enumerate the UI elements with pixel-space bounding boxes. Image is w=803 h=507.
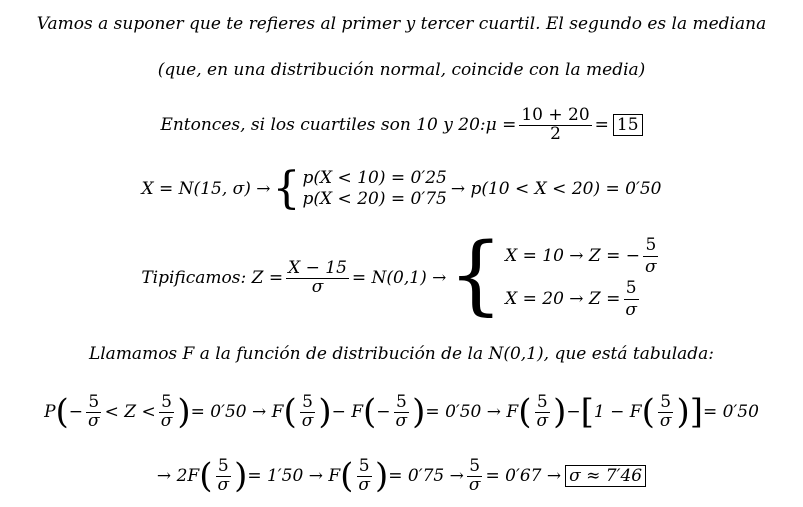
z-cases [505, 235, 662, 322]
z-case-2-fraction [623, 278, 639, 322]
five-over-sigma-4 [394, 391, 410, 431]
fraction-numerator: 5 [660, 391, 672, 412]
five-over-sigma-3 [300, 391, 316, 431]
open-paren: ( [641, 392, 655, 432]
open-paren: ( [55, 392, 69, 432]
fraction-denominator: σ [659, 410, 672, 431]
left-brace-large: { [448, 225, 504, 325]
close-paren: ) [676, 392, 690, 432]
sigma-result-box: σ ≈ 7′46 [565, 465, 646, 487]
tipificamos-label: Tipificamos: Z = [141, 268, 284, 288]
minus-sign: − [566, 402, 581, 422]
cdf-definition-text: Llamamos F a la función de distribución de la N(0,1), que está tabulada: [88, 344, 715, 364]
mean-fraction [519, 104, 591, 144]
z-fraction-denominator: σ [311, 276, 324, 297]
mean-fraction-denominator: 2 [550, 123, 561, 144]
minus-sign: − [68, 402, 84, 422]
probability-cases [303, 168, 447, 211]
fraction-denominator: σ [358, 474, 371, 495]
normal-distribution-def: X = N(15, σ) → [141, 179, 271, 199]
fraction-numerator: 5 [217, 455, 229, 476]
close-paren: ) [553, 392, 567, 432]
z-fraction [286, 257, 349, 297]
cdf-equation-line [0, 384, 803, 440]
z-between: < Z < [104, 402, 156, 422]
fraction-denominator: σ [217, 474, 230, 495]
fraction-denominator: σ [536, 410, 549, 431]
arrow-2F: → 2F [156, 466, 200, 486]
equals-half-end: = 0′50 [702, 402, 759, 422]
mean-fraction-numerator: 10 + 20 [521, 104, 590, 125]
intro-parenthetical: (que, en una distribución normal, coincide con la media) [157, 60, 646, 80]
five-over-sigma-6 [658, 391, 674, 431]
intro-text-line-2 [0, 60, 803, 80]
five-over-sigma-9 [467, 455, 483, 495]
mu-equals: μ = [485, 115, 517, 135]
five-over-sigma-5 [535, 391, 551, 431]
equals-half-F-2: = 0′50 → F [425, 402, 519, 422]
standardisation-line [0, 225, 803, 325]
distribution-line [0, 164, 803, 214]
z-case-1-fraction [643, 235, 659, 279]
minus-sign: − [376, 402, 391, 422]
intro-text-line-1 [0, 14, 803, 34]
close-paren: ) [234, 456, 248, 496]
fraction-numerator: 5 [395, 391, 407, 412]
fraction-denominator: σ [645, 256, 657, 277]
five-over-sigma-1 [86, 391, 102, 431]
fraction-numerator: 5 [536, 391, 548, 412]
equals-1-50-F: = 1′50 → F [247, 466, 341, 486]
fraction-numerator: 5 [88, 391, 100, 412]
one-minus-F: 1 − F [593, 402, 642, 422]
fraction-numerator: 5 [624, 278, 639, 300]
open-paren: ( [518, 392, 532, 432]
five-over-sigma-7 [215, 455, 231, 495]
case-p-x-less-20: p(X < 20) = 0′75 [302, 189, 447, 209]
z-fraction-numerator: X − 15 [288, 257, 347, 278]
z-case-2 [505, 278, 662, 322]
open-paren: ( [283, 392, 297, 432]
z-case-2-text: X = 20 → Z = [505, 289, 621, 310]
equals-sign: = [594, 115, 609, 135]
minus-F: − F [331, 402, 364, 422]
z-case-1 [505, 235, 662, 279]
fraction-numerator: 5 [643, 235, 658, 257]
five-over-sigma-2 [159, 391, 175, 431]
fraction-denominator: σ [468, 474, 481, 495]
close-bracket: ] [689, 392, 703, 432]
fraction-denominator: σ [160, 410, 173, 431]
fraction-numerator: 5 [302, 391, 313, 412]
prob-P: P [44, 402, 56, 422]
close-paren: ) [412, 392, 426, 432]
fraction-denominator: σ [301, 410, 314, 431]
case-p-x-less-10: p(X < 10) = 0′25 [302, 167, 447, 188]
left-brace: { [272, 163, 301, 214]
fraction-numerator: 5 [358, 455, 370, 476]
close-paren: ) [177, 392, 191, 432]
standard-normal-equals: = N(0,1) → [351, 268, 447, 288]
open-paren: ( [363, 392, 377, 432]
mean-intro-text: Entonces, si los cuartiles son 10 y 20: [160, 115, 486, 135]
fraction-denominator: σ [625, 300, 638, 321]
open-paren: ( [199, 456, 213, 496]
open-paren: ( [340, 456, 354, 496]
fraction-numerator: 5 [161, 391, 172, 412]
mean-result-box: 15 [613, 114, 643, 136]
z-case-1-text: X = 10 → Z = − [505, 245, 641, 266]
mean-equation [0, 100, 803, 150]
fraction-denominator: σ [88, 410, 100, 431]
close-paren: ) [318, 392, 332, 432]
five-over-sigma-8 [356, 455, 372, 495]
intro-sentence: Vamos a suponer que te refieres al primer y tercer cuartil. El segundo es la mediana [36, 14, 767, 34]
equals-0-75: = 0′75 → [388, 466, 464, 486]
fraction-numerator: 5 [469, 455, 481, 476]
equals-0-67: = 0′67 → [485, 466, 562, 486]
equals-half-F: = 0′50 → F [190, 402, 284, 422]
close-paren: ) [375, 456, 389, 496]
interval-probability: → p(10 < X < 20) = 0′50 [450, 179, 662, 199]
cdf-definition-line [0, 344, 803, 364]
fraction-denominator: σ [395, 410, 408, 431]
open-bracket: [ [580, 392, 594, 432]
sigma-result-line [0, 448, 803, 504]
